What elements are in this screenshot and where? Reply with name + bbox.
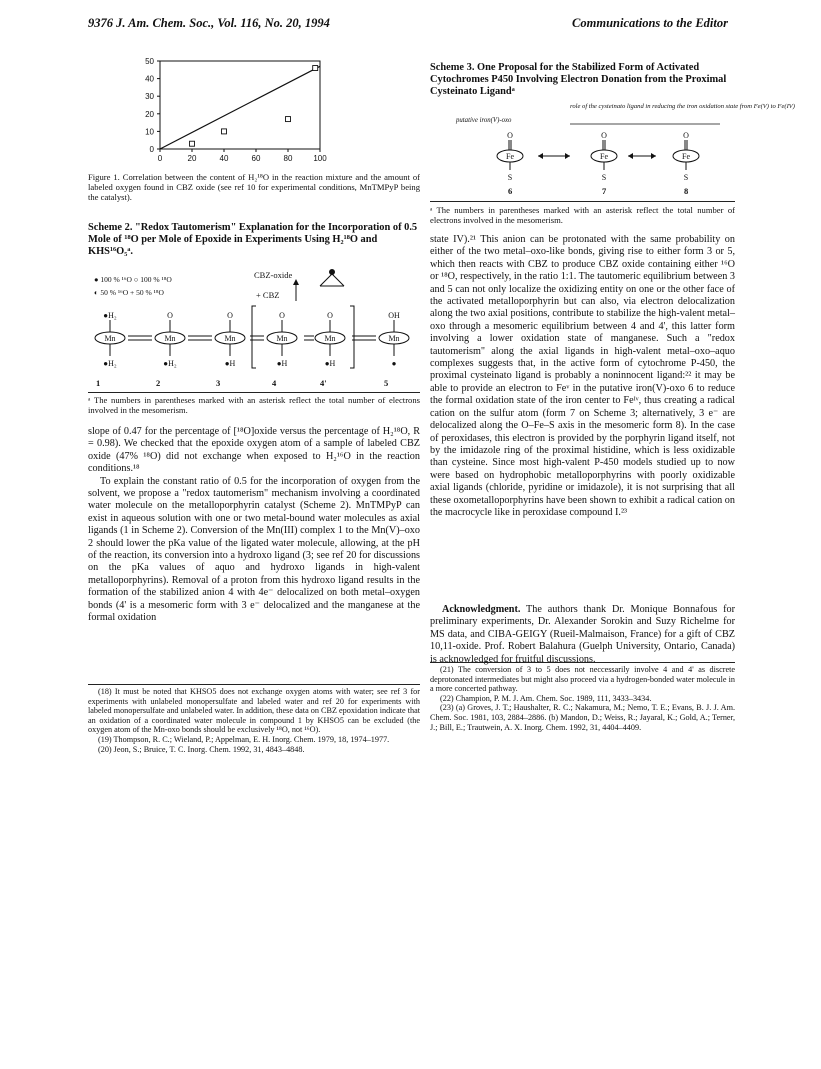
scheme2-num-4: 4 <box>272 378 277 388</box>
oxo-label: O <box>683 131 689 140</box>
metal-label: Mn <box>164 334 176 343</box>
scheme2-footnote: ᵃ The numbers in parentheses marked with an asterisk reflect the total number of electrons involved in the mesomerism. <box>88 395 420 416</box>
footnote-18: (18) It must be noted that KHSO5 does not exchange oxygen atoms with water; see ref 3 for experiments with unlabeled monopersulfate and labeled water and ref 20 for experiments with labeled monopersulfate and unlabeled water. In addition, these data on CBZ epoxidation indicate that an oxidation of a coordinated water molecule in compound 1 by KHSO5 can be excluded (the oxygen atom of the Mn-oxo bonds should be exclusively ¹⁸O, not ¹⁶O). <box>88 687 420 735</box>
scheme3-num-7: 7 <box>602 186 607 196</box>
bottom-ligand: ●H₂ <box>103 359 117 368</box>
iron-label: Fe <box>506 152 514 161</box>
bottom-ligand: ●H <box>324 359 336 368</box>
left-body <box>88 426 420 625</box>
metal-label: Mn <box>224 334 236 343</box>
x-tick-label: 40 <box>219 154 229 163</box>
bottom-ligand: ●H <box>224 359 236 368</box>
figure1-chart <box>130 55 345 173</box>
oxo-label: O <box>507 131 513 140</box>
plot-frame <box>160 61 320 149</box>
left-footnote-rule <box>88 684 420 685</box>
running-head-left: 9376 J. Am. Chem. Soc., Vol. 116, No. 20, 1994 <box>88 16 330 30</box>
footnote-19: (19) Thompson, R. C.; Wieland, P.; Appelman, E. H. Inorg. Chem. 1979, 18, 1974–1977. <box>98 734 390 744</box>
x-tick-label: 0 <box>157 154 163 163</box>
scheme3-num-8: 8 <box>684 186 689 196</box>
data-point <box>190 141 195 146</box>
scheme3-label-right: role of the cysteinato ligand in reducing the iron oxidation state from Fe(V) to Fe(IV) <box>570 103 795 110</box>
y-tick-label: 10 <box>145 127 154 137</box>
bottom-ligand: ● <box>391 359 397 368</box>
metal-label: Mn <box>388 334 400 343</box>
scheme3-num-6: 6 <box>508 186 513 196</box>
metal-label: Mn <box>276 334 288 343</box>
y-tick-label: 40 <box>145 74 154 84</box>
right-footnote-rule <box>430 662 735 663</box>
iron-label: Fe <box>682 152 690 161</box>
footnote-20: (20) Jeon, S.; Bruice, T. C. Inorg. Chem. 1992, 31, 4843–4848. <box>98 744 305 754</box>
x-tick-label: 60 <box>251 154 261 163</box>
sulfur-label: S <box>683 173 689 182</box>
arrowhead <box>565 153 570 159</box>
scheme2-rule <box>88 392 420 393</box>
scheme2-num-5: 5 <box>384 378 389 388</box>
bottom-ligand: ●H <box>276 359 288 368</box>
running-head-right: Communications to the Editor <box>572 16 728 30</box>
oxo-label: O <box>601 131 607 140</box>
right-body <box>430 234 735 519</box>
epoxide-icon <box>320 274 344 286</box>
scheme2-plus-cbz: + CBZ <box>256 290 280 300</box>
x-tick-label: 20 <box>187 154 197 163</box>
scheme2-cbz-oxide: CBZ-oxide <box>254 270 293 280</box>
arrowhead <box>651 153 656 159</box>
y-tick-label: 30 <box>145 92 154 102</box>
left-paragraph-2: To explain the constant ratio of 0.5 for the incorporation of oxygen from the solvent, we propose a "redox tautomerism" mechanism involving a coordinated water molecule on the metalloporphyrin catalyst (Scheme 2). MnTMPyP can exist in aqueous solution with one or two metal-bound water molecules as axial ligands (1 in Scheme 2). Conversion of the Mn(III) complex 1 to the Mn(V)–oxo 2 should lower the pKa value of the ligated water molecule, allowing, at the pH of the reaction, its conversion into a hydroxo ligand (3; see ref 20 for discussions on the pKa values of aquo and hydroxo ligands in high-valent metalloporphyrins). Removal of a proton from this hydroxo ligand results in the formation of the stabilized anion 4 with 4e⁻ delocalized on both metal–oxygen bonds (4' is a mesomeric form with 3 e⁻ delocalized and the manganese at the formal oxidation <box>88 475 420 624</box>
y-tick-label: 0 <box>149 145 154 154</box>
scheme3-diagram <box>430 100 795 198</box>
metal-label: Mn <box>324 334 336 343</box>
data-point <box>222 129 227 134</box>
arrowhead <box>628 153 633 159</box>
sulfur-label: S <box>601 173 607 182</box>
arrowhead <box>538 153 543 159</box>
scheme2-num-3: 3 <box>216 378 221 388</box>
scheme2-num-4prime: 4' <box>320 378 327 388</box>
y-tick-label: 50 <box>145 57 154 66</box>
x-tick-label: 80 <box>283 154 293 163</box>
top-ligand: OH <box>388 311 400 320</box>
scheme2-legend-1: ● 100 % ¹⁶O ○ 100 % ¹⁸O <box>94 275 172 284</box>
top-ligand: O <box>227 311 233 320</box>
data-point <box>313 66 318 71</box>
top-ligand: O <box>327 311 333 320</box>
scheme2-legend-2: ◐ 50 % ¹⁶O + 50 % ¹⁸O <box>94 288 164 297</box>
footnote-22: (22) Champion, P. M. J. Am. Chem. Soc. 1989, 111, 3433–3434. <box>440 693 652 703</box>
scheme3-rule <box>430 201 735 202</box>
footnote-21: (21) The conversion of 3 to 5 does not neccessarily involve 4 and 4' as discrete deprotonated intermediates but might also proceed via a hydrogen-bonded water molecule in a more concerted pathway. <box>430 665 735 694</box>
x-tick-label: 100 <box>313 154 327 163</box>
acknowledgment-text: The authors thank Dr. Monique Bonnafous for preliminary experiments, Dr. Alexander Sorokin and Suzy Richelme for MS data, and CIBA-GEIGY (Rueil-Malmaison, France) for a gift of CBZ 10,11-oxide. Prof. Robert Balahura (Guelph University, Ontario, Canada) is acknowledged for fruitful discussions. <box>430 604 735 665</box>
right-paragraph-1: state IV).²¹ This anion can be protonated with the same probability on either of the two metal–oxo-like bonds, giving rise to either form 3 or 5, which then reacts with CBZ to produce CBZ oxide containing either ¹⁶O or ¹⁸O, respectively, in the ratio 1:1. The tautomeric equilibrium between 3 and 5 can not only localize the oxidizing entity on one or the other face of the activated metalloporphyrin but can also, via electron delocalization along the two axial positions, contribute to stabilize the high-valent metal–oxo through a mesomeric equilibrium between 4 and 4', this latter form involving a lower oxidation state of manganese. Such a "redox tautomerism" along the axial ligands in high-valent metal–oxo–aquo complexes suggests that, in the active form of cytochrome P-450, the proximal cysteinato ligand is probably a noninnocent ligand:²² it may be able to provide an electron to Feᵛ in the putative iron(V)-oxo 6 to reduce the formal oxidation state of the iron center to Feᴵᵛ, thus creating a radical cation on the sulfur atom (form 7 on Scheme 3; alternatively, 3 e⁻ are delocalized along the O–Fe–S axis in the mesomeric form 8). In the case of peroxidases, this electron is provided by the porphyrin ligand itself, not by the imidazole ring of the proximal histidine, which is less oxidizable than cysteine. Since most high-valent P-450 models studied up to now were based on hydrophobic metalloporphyrins with poorly oxidizable axial ligands (chloride, pyridine or imidazole), it is not surprising that all these oxometalloporphyrins have been shown to exhibit a radical cation on the macrocycle like in peroxidase compound I.²³ <box>430 234 735 518</box>
scheme3-title: Scheme 3. One Proposal for the Stabilized Form of Activated Cytochromes P450 Involving Electron Donation from the Proximal Cysteinato Ligandᵃ <box>430 62 727 98</box>
footnote-23: (23) (a) Groves, J. T.; Haushalter, R. C.; Nakamura, M.; Nemo, T. E.; Evans, B. J. J. Am. Chem. Soc. 1981, 103, 2884–2886. (b) Mandon, D.; Weiss, R.; Jayaral, K.; Gold, A.; Terner, J.; Bill, E.; Trautwein, A. X. Inorg. Chem. 1992, 31, 4404–4409. <box>430 703 735 732</box>
scheme3-label-left: putative iron(V)-oxo <box>456 117 512 124</box>
acknowledgment <box>430 604 735 666</box>
scheme2-num-1: 1 <box>96 378 101 388</box>
top-ligand: O <box>279 311 285 320</box>
left-footnotes <box>88 687 420 754</box>
data-point <box>286 117 291 122</box>
sulfur-label: S <box>507 173 513 182</box>
scheme3-footnote: ᵃ The numbers in parentheses marked with an asterisk reflect the total number of electrons involved in the mesomerism. <box>430 205 735 226</box>
scheme2-title: Scheme 2. "Redox Tautomerism" Explanation for the Incorporation of 0.5 Mole of ¹⁸O per Mole of Epoxide in Experiments Using H₂¹⁸O and KHS¹⁶O₅ᵃ. <box>88 222 418 258</box>
iron-label: Fe <box>600 152 608 161</box>
left-paragraph-1: slope of 0.47 for the percentage of [¹⁸O]oxide versus the percentage of H₂¹⁸O, R = 0.98). We checked that the epoxide oxygen atom of a sample of labeled CBZ oxide (47% ¹⁸O) did not exchange when exposed to H₂¹⁶O in the reaction conditions.¹⁸ <box>88 426 420 475</box>
top-ligand: O <box>167 311 173 320</box>
fit-line <box>160 66 320 149</box>
scheme2-num-2: 2 <box>156 378 161 388</box>
scheme2-diagram <box>88 268 420 390</box>
right-footnotes <box>430 665 735 732</box>
y-tick-label: 20 <box>145 109 154 119</box>
top-ligand: ●H₂ <box>103 311 117 320</box>
bottom-ligand: ●H₂ <box>163 359 177 368</box>
metal-label: Mn <box>104 334 116 343</box>
figure1-caption: Figure 1. Correlation between the content of H₂¹⁸O in the reaction mixture and the amount of labeled oxygen found in CBZ oxide (see ref 10 for experimental conditions, MnTMPyP being the catalyst). <box>88 172 420 203</box>
acknowledgment-heading: Acknowledgment. <box>442 604 521 615</box>
